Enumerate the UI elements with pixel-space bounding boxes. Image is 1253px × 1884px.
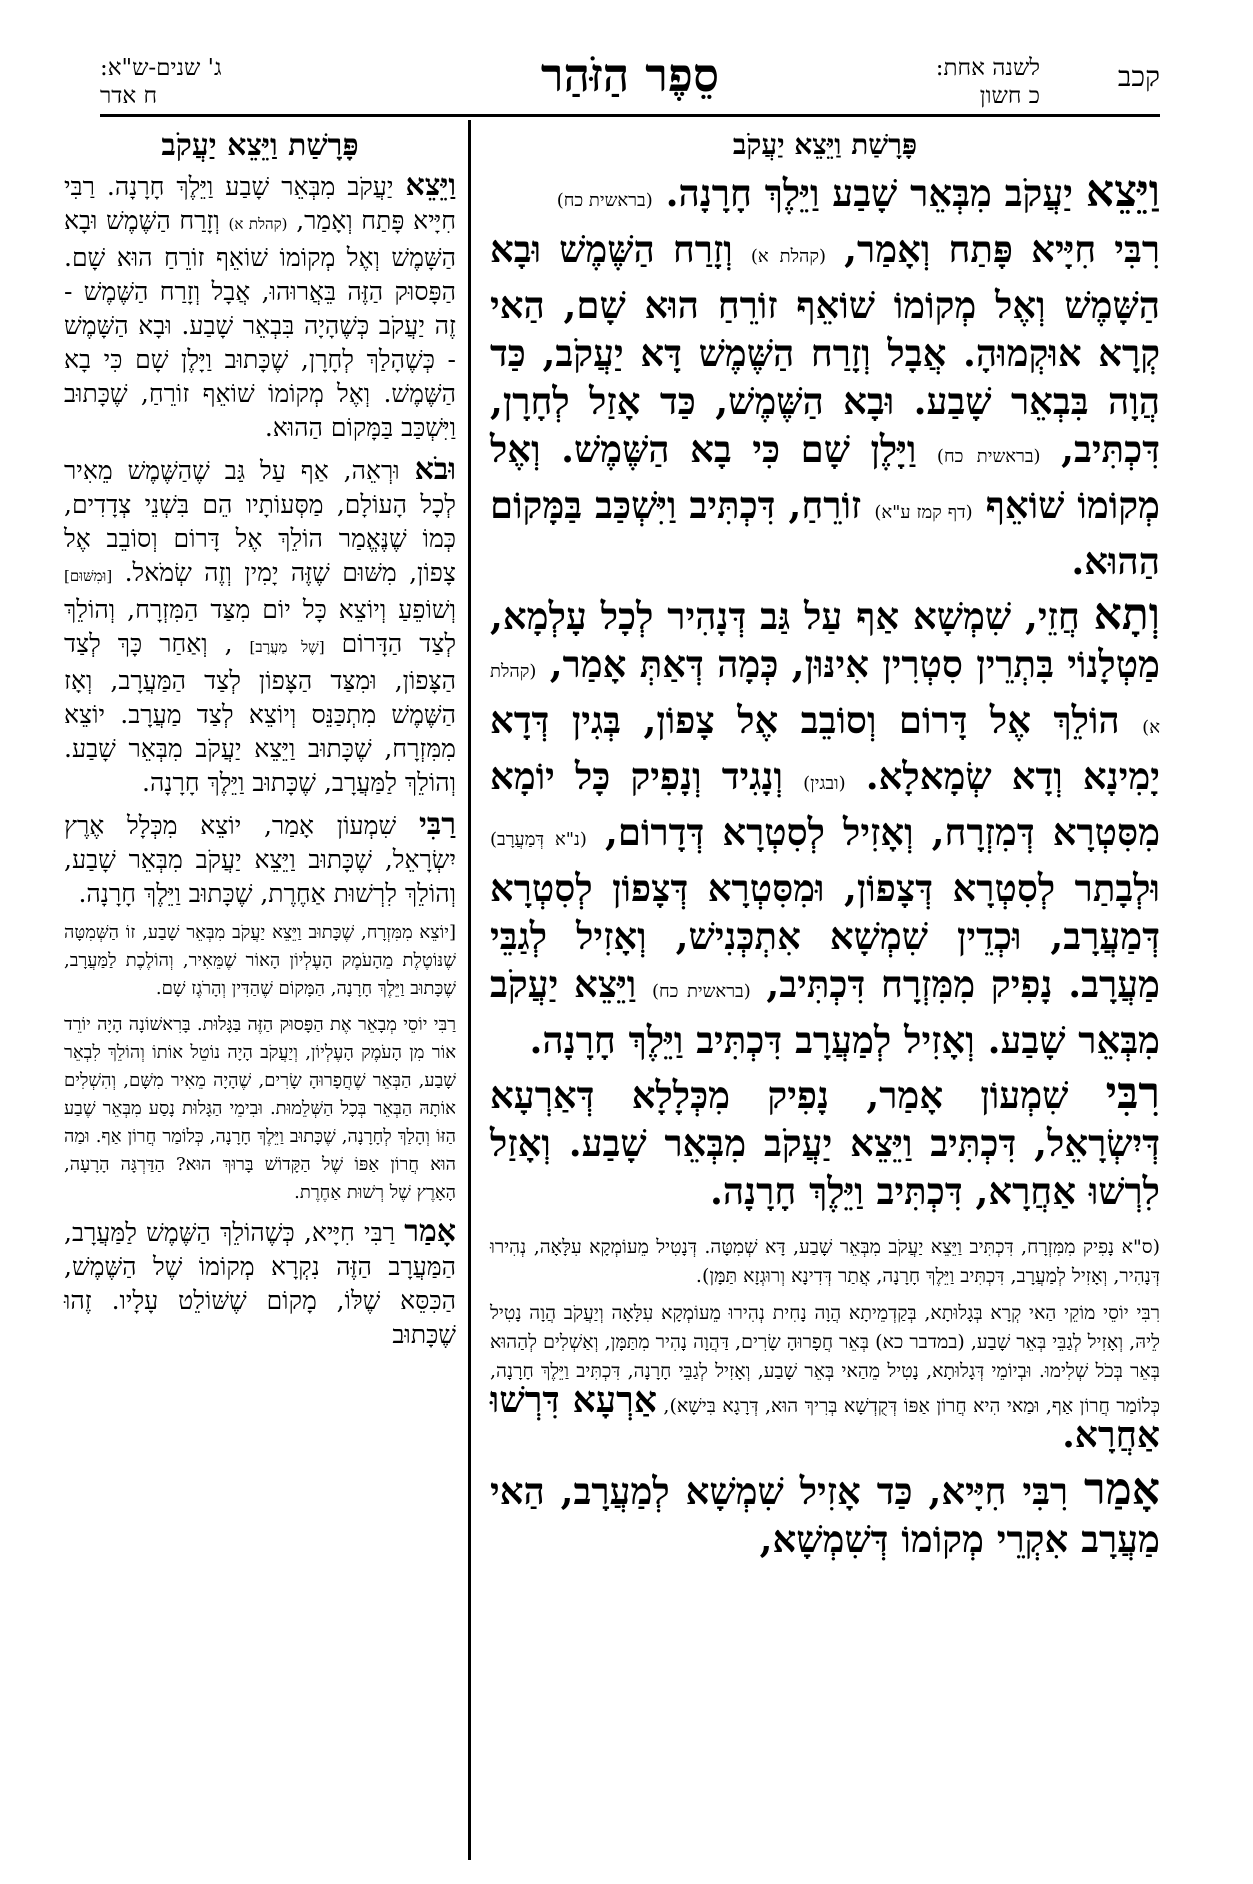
- lead-word: אָמַר: [404, 1214, 456, 1249]
- lead-word: וּבֹא: [414, 452, 456, 487]
- variant-reading: [וּמִשּׁוּם]: [64, 567, 113, 585]
- side-column-hebrew: [64, 128, 456, 1352]
- verse-reference: (במדבר כא): [875, 1331, 965, 1353]
- page-number: קכב: [1117, 60, 1160, 93]
- section-title: פָּרָשַׁת וַיֵּצֵא יַעֲקֹב: [732, 128, 918, 161]
- variant-reading: (נ"א דְּמַעֲרָב): [490, 829, 587, 850]
- folio-reference: (דף קמז ע"א): [874, 502, 973, 523]
- verse-reference: (קהלת א): [750, 246, 827, 267]
- paragraph: אָמַר רִבִּי חִיָּיא, כַּד אָזִיל שִׁמְשָׁא לְמַעֲרָב, הַאי מַעֲרָב אִקְרֵי מְקוֹמוֹ דְּשִׁמְשָׁא,: [490, 1464, 1160, 1561]
- paragraph: אָמַר רַבִּי חִיָּיא, כְּשֶׁהוֹלֵךְ הַשֶּׁמֶשׁ לַמַּעֲרָב, הַמַּעֲרָב הַזֶּה נִקְרָא מְקוֹמוֹ שֶׁל הַשֶּׁמֶשׁ, הַכִּסֵּא שֶׁלּוֹ, מָקוֹם שֶׁשּׁוֹלֵט עָלָיו. זֶהוּ שֶׁכָּתוּב: [64, 1214, 456, 1349]
- schedule-label: לשנה אחת:: [935, 55, 1040, 81]
- variant-reading: (ובגין): [803, 773, 846, 794]
- paragraph: רַבִּי שִׁמְעוֹן אָמַר, יוֹצֵא מִכְּלָל אֶרֶץ יִשְׂרָאֵל, שֶׁכָּתוּב וַיֵּצֵא יַעֲקֹב מִבְּאֵר שָׁבַע, וְהוֹלֵךְ לִרְשׁוּת אַחֶרֶת, שֶׁכָּתוּב וַיֵּלֶךְ חָרָנָה.: [64, 807, 456, 908]
- schedule-date: כ חשון: [979, 83, 1040, 109]
- main-column-aramaic: [490, 128, 1160, 1563]
- column-divider: [468, 120, 471, 1860]
- variant-note: (ס"א נָפִיק מִמִּזְרָח, דִּכְתִּיב וַיֵּצֵא יַעֲקֹב מִבְּאֵר שָׁבַע, דָּא שְׁמִטָּה. דְּנָטִיל מֵעוֹמְקָא עִלָּאָה, נְהִירוּ דְּנָהִיר, וְאָזִיל לְמַעֲרָב, דִּכְתִּיב וַיֵּלֶךְ חָרָנָה, אֲתַר דְּדִינָא וְרוּגְזָא תַּמָּן).: [490, 1236, 1160, 1287]
- lead-word: וַיֵּצֵא: [405, 168, 456, 203]
- verse-reference: (קהלת א): [490, 661, 1160, 738]
- variant-note: [יוֹצֵא מִמִּזְרָח, שֶׁכָּתוּב וַיֵּצֵא יַעֲקֹב מִבְּאֵר שָׁבַע, זוֹ הַשְּׁמִטָּה שֶׁנּוֹטֶלֶת מֵהָעֹמֶק הָעֶלְיוֹן הָאוֹר שֶׁמֵּאִיר, וְהוֹלֶכֶת לַמַּעֲרָב, שֶׁכָּתוּב וַיֵּלֶךְ חָרָנָה, הַמָּקוֹם שֶׁהַדִּין וְהָרֹגֶז שָׁם.: [64, 922, 456, 999]
- lead-word: וַיֵּצֵא: [1085, 166, 1160, 217]
- section-title: פָּרָשַׁת וַיֵּצֵא יַעֲקֹב: [161, 128, 359, 163]
- verse-reference: (בראשית כח): [651, 981, 751, 1002]
- paragraph: וַיֵּצֵא יַעֲקֹב מִבְּאֵר שָׁבַע וַיֵּלֶךְ חָרָנָה. (בראשית כח): [556, 166, 1160, 217]
- schedule-date: ח אדר: [100, 83, 158, 109]
- reading-schedule-three-year: [100, 54, 222, 110]
- verse-reference: (בראשית כח): [556, 190, 653, 211]
- commentary-paragraph: רַבִּי יוֹסֵי מְבָאֵר אֶת הַפָּסוּק הַזֶּה בַּגָּלוּת. בָּרִאשׁוֹנָה הָיָה יוֹרֵד אוֹר מִן הָעֹמֶק הָעֶלְיוֹן, וְיַעֲקֹב הָיָה נוֹטֵל אוֹתוֹ וְהוֹלֵךְ לִבְאֵר שָׁבַע, הַבְּאֵר שֶׁחֲפָרוּהָ שָׂרִים, שֶׁהָיָה מֵאִיר מִשָּׁם, וְהִשְׁלִים אוֹתָהּ הַבְּאֵר בְּכָל הַשְּׁלֵמוּת. וּבִימֵי הַגָּלוּת נָסַע מִבְּאֵר שֶׁבַע הַזּוֹ וְהָלַךְ לְחָרָנָה, שֶׁכָּתוּב וַיֵּלֶךְ חָרָנָה, כְּלוֹמַר חֲרוֹן אַף. וּמַה הוּא חֲרוֹן אַפּוֹ שֶׁל הַקָּדוֹשׁ בָּרוּךְ הוּא? הַדַּרְגָּה הָרָעָה, הָאָרֶץ שֶׁל רְשׁוּת אַחֶרֶת.: [64, 1014, 456, 1203]
- lead-word: רַבִּי: [418, 807, 456, 842]
- verse-reference: (קהלת א): [228, 215, 288, 233]
- schedule-label: ג' שנים-ש"א:: [100, 55, 222, 81]
- paragraph: וּבֹא וּרְאֵה, אַף עַל גַּב שֶׁהַשֶּׁמֶשׁ מֵאִיר לְכָל הָעוֹלָם, מַסְּעוֹתָיו הֵם בִּשְׁנֵי צְדָדִים, כְּמוֹ שֶׁנֶּאֱמַר הוֹלֵךְ אֶל דָּרוֹם וְסוֹבֵב אֶל צָפוֹן, מִשּׁוּם שֶׁזֶּה יָמִין וְזֶה שְׂמֹאל. [וּמִשּׁוּם] וְשׁוֹפֵעַ וְיוֹצֵא כָּל יוֹם מִצַּד הַמִּזְרָח, וְהוֹלֵךְ לְצַד הַדָּרוֹם [שֶׁל מַעֲרָב] , וְאַחַר כָּךְ לְצַד הַצָּפוֹן, וּמִצַּד הַצָּפוֹן לְצַד הַמַּעֲרָב, וְאָז הַשֶּׁמֶשׁ מִתְכַּנֵּס וְיוֹצֵא לְצַד מַעֲרָב. יוֹצֵא מִמִּזְרָח, שֶׁכָּתוּב וַיֵּצֵא יַעֲקֹב מִבְּאֵר שָׁבַע. וְהוֹלֵךְ לַמַּעֲרָב, שֶׁכָּתוּב וַיֵּלֶךְ חָרָנָה.: [64, 452, 457, 797]
- paragraph: וַיֵּצֵא יַעֲקֹב מִבְּאֵר שָׁבַע וַיֵּלֶךְ חָרָנָה. רַבִּי חִיָּיא פָּתַח וְאָמַר, (קהלת א) וְזָרַח הַשֶּׁמֶשׁ וּבָא הַשָּׁמֶשׁ וְאֶל מְקוֹמוֹ שׁוֹאֵף זוֹרֵחַ הוּא שָׁם. הַפָּסוּק הַזֶּה בֵּאֲרוּהוּ, אֲבָל וְזָרַח הַשֶּׁמֶשׁ - זֶה יַעֲקֹב כְּשֶׁהָיָה בִּבְאֵר שָׁבַע. וּבָא הַשָּׁמֶשׁ - כְּשֶׁהָלַךְ לְחָרָן, שֶׁכָּתוּב וַיָּלֶן שָׁם כִּי בָא הַשֶּׁמֶשׁ. וְאֶל מְקוֹמוֹ שׁוֹאֵף זוֹרֵחַ, שֶׁכָּתוּב וַיִּשְׁכַּב בַּמָּקוֹם הַהוּא.: [64, 168, 457, 442]
- lead-word: אָמַר: [1084, 1464, 1160, 1515]
- book-title: סֵפֶר הַזֹּהַר: [540, 48, 720, 102]
- header-divider: [100, 114, 1160, 117]
- page-header: [100, 48, 1160, 120]
- paragraph: רִבִּי שִׁמְעוֹן אָמַר, נָפִיק מִכְּלָלָא דְּאַרְעָא דְּיִשְׂרָאֵל, דִּכְתִּיב וַיֵּצֵא יַעֲקֹב מִבְּאֵר שָׁבַע. וְאָזַל לִרְשׁוּ אַחֲרָא, דִּכְתִּיב וַיֵּלֶךְ חָרָנָה.: [490, 1068, 1160, 1213]
- verse-reference: (בראשית כח): [936, 446, 1041, 467]
- lead-word: רִבִּי: [1105, 1068, 1160, 1119]
- commentary-paragraph: רִבִּי יוֹסֵי מוֹקֵי הַאי קְרָא בְּגָלוּתָא, בְּקַדְמֵיתָא הֲוָה נָחִית נְהִירוּ מֵעוֹמְקָא עִלָּאָה וְיַעֲקֹב הֲוָה נָטִיל לֵיהּ, וְאָזִיל לְגַבֵּי בְּאֵר שָׁבַע, (במדבר כא) בְּאֵר חֲפָרוּהָ שָׂרִים, דַּהֲוָה נָהִיר מִתַּמָּן, וְאַשְׁלִים לְהַהוּא בְּאֵר בְּכֹל שְׁלִימוּ. וּבְיוֹמֵי דְּגָלוּתָא, נָטִיל מֵהַאי בְּאֵר שָׁבַע, וְאָזִיל לְגַבֵּי חָרָנָה, דִּכְתִּיב וַיֵּלֶךְ חָרָנָה, כְּלוֹמַר חֲרוֹן אַף, וּמַאי הִיא חֲרוֹן אַפּוֹ דְּקֻדְשָׁא בְּרִיךְ הוּא, דְּרָגָא בִּישָׁא), אַרְעָא דִּרְשׁוּ אַחֲרָא.: [490, 1302, 1160, 1456]
- commentary-block: [490, 1233, 1160, 1456]
- paragraph: רִבִּי חִיָּיא פָּתַח וְאָמַר, (קהלת א) וְזָרַח הַשֶּׁמֶשׁ וּבָא הַשָּׁמֶשׁ וְאֶל מְקוֹמוֹ שׁוֹאֵף זוֹרֵחַ הוּא שָׁם, הַאי קְרָא אוּקְמוּהָ. אֲבָל וְזָרַח הַשֶּׁמֶשׁ דָּא יַעֲקֹב, כַּד הֲוָה בִּבְאֵר שָׁבַע. וּבָא הַשֶּׁמֶשׁ, כַּד אָזַל לְחָרָן, דִּכְתִּיב, (בראשית כח) וַיָּלֶן שָׁם כִּי בָא הַשֶּׁמֶשׁ. וְאֶל מְקוֹמוֹ שׁוֹאֵף (דף קמז ע"א) זוֹרֵחַ, דִּכְתִּיב וַיִּשְׁכַּב בַּמָּקוֹם הַהוּא.: [490, 227, 1161, 583]
- paragraph: וְתָא חֲזֵי, שִׁמְשָׁא אַף עַל גַּב דְּנָהִיר לְכָל עָלְמָא, מַטְלָנוֹי בִּתְרֵין סִטְרִין אִינּוּן, כְּמָה דְּאַתְּ אָמַר, (קהלת א) הוֹלֵךְ אֶל דָּרוֹם וְסוֹבֵב אֶל צָפוֹן, בְּגִין דְּדָא יָמִינָא וְדָא שְׂמָאלָא. (ובגין) וְנָגִיד וְנָפִיק כָּל יוֹמָא מִסִּטְרָא דְּמִזְרָח, וְאָזִיל לְסִטְרָא דְּדָרוֹם, (נ"א דְּמַעֲרָב) וּלְבָתַר לְסִטְרָא דְּצָפוֹן, וּמִסִּטְרָא דְּצָפוֹן לְסִטְרָא דְּמַעֲרָב, וּכְדֵין שִׁמְשָׁא אִתְכְּנִישׁ, וְאָזִיל לְגַבֵּי מַעֲרָב. נָפִיק מִמִּזְרָח דִּכְתִּיב, (בראשית כח) וַיֵּצֵא יַעֲקֹב מִבְּאֵר שָׁבַע. וְאָזִיל לְמַעֲרָב דִּכְתִּיב וַיֵּלֶךְ חָרָנָה.: [490, 589, 1161, 1062]
- variant-reading: [שֶׁל מַעֲרָב]: [249, 638, 325, 656]
- lead-word: וְתָא: [1093, 589, 1160, 640]
- commentary-tail: אַרְעָא דִּרְשׁוּ אַחֲרָא.: [490, 1379, 1160, 1456]
